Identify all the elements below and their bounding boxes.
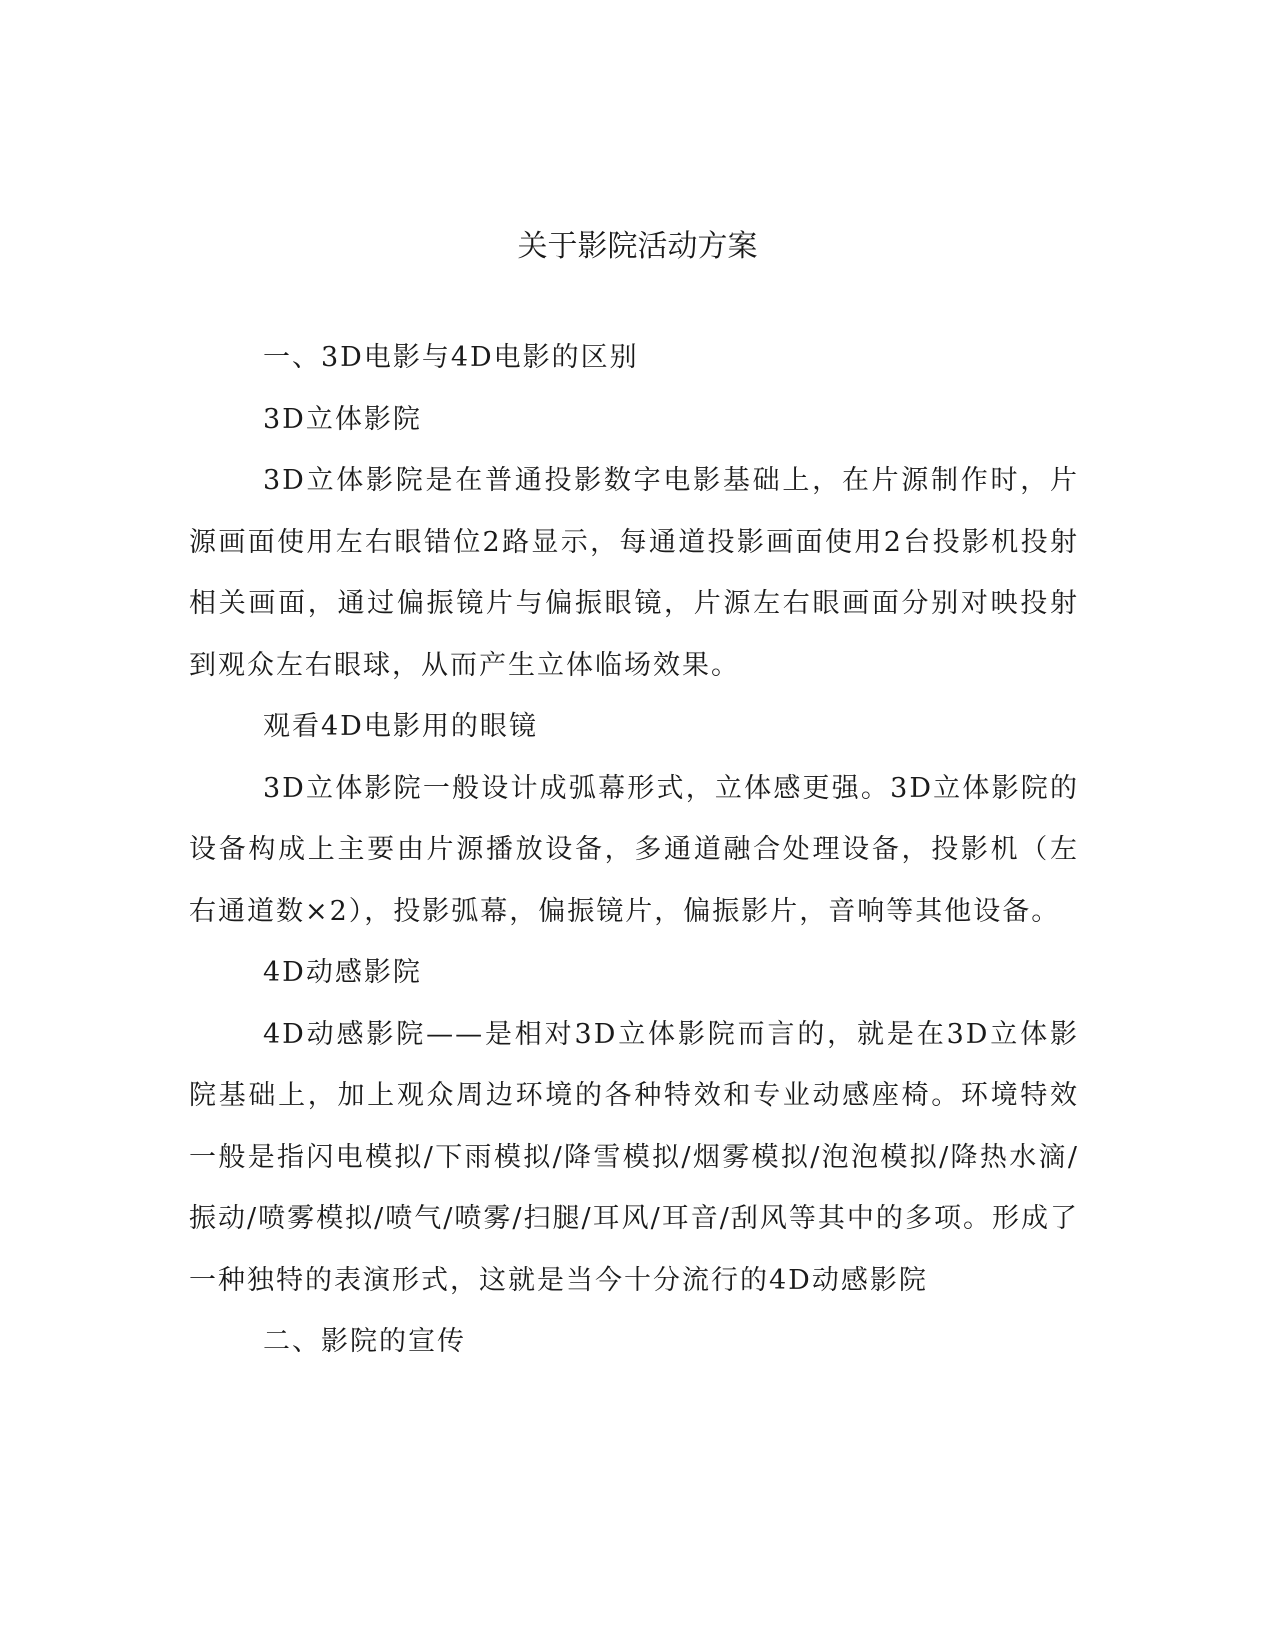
- paragraph-4d-description: 4D动感影院——是相对3D立体影院而言的，就是在3D立体影院基础上，加上观众周边环境的各种特效和专业动感座椅。环境特效一般是指闪电模拟/下雨模拟/降雪模拟/烟雾模拟/泡泡模拟/降热水滴/振动/喷雾模拟/喷气/喷雾/扫腿/耳风/耳音/刮风等其中的多项。形成了一种独特的表演形式，这就是当今十分流行的4D动感影院: [189, 1018, 1079, 1296]
- subheading-4d-glasses: 观看4D电影用的眼镜: [263, 711, 538, 742]
- paragraph-3d-equipment: 3D立体影院一般设计成弧幕形式，立体感更强。3D立体影院的设备构成上主要由片源播放设备，多通道融合处理设备，投影机（左右通道数×2），投影弧幕，偏振镜片，偏振影片，音响等其他设备。: [189, 772, 1079, 927]
- section-heading-1: 一、3D电影与4D电影的区别: [263, 342, 639, 373]
- paragraph-3d-description: 3D立体影院是在普通投影数字电影基础上，在片源制作时，片源画面使用左右眼错位2路显示，每通道投影画面使用2台投影机投射相关画面，通过偏振镜片与偏振眼镜，片源左右眼画面分别对映投射到观众左右眼球，从而产生立体临场效果。: [189, 465, 1079, 681]
- subheading-4d-cinema: 4D动感影院: [263, 957, 422, 988]
- section-heading-2: 二、影院的宣传: [263, 1326, 466, 1357]
- document-body: [189, 327, 1079, 1373]
- document-title: 关于影院活动方案: [517, 229, 758, 265]
- subheading-3d-cinema: 3D立体影院: [263, 403, 422, 435]
